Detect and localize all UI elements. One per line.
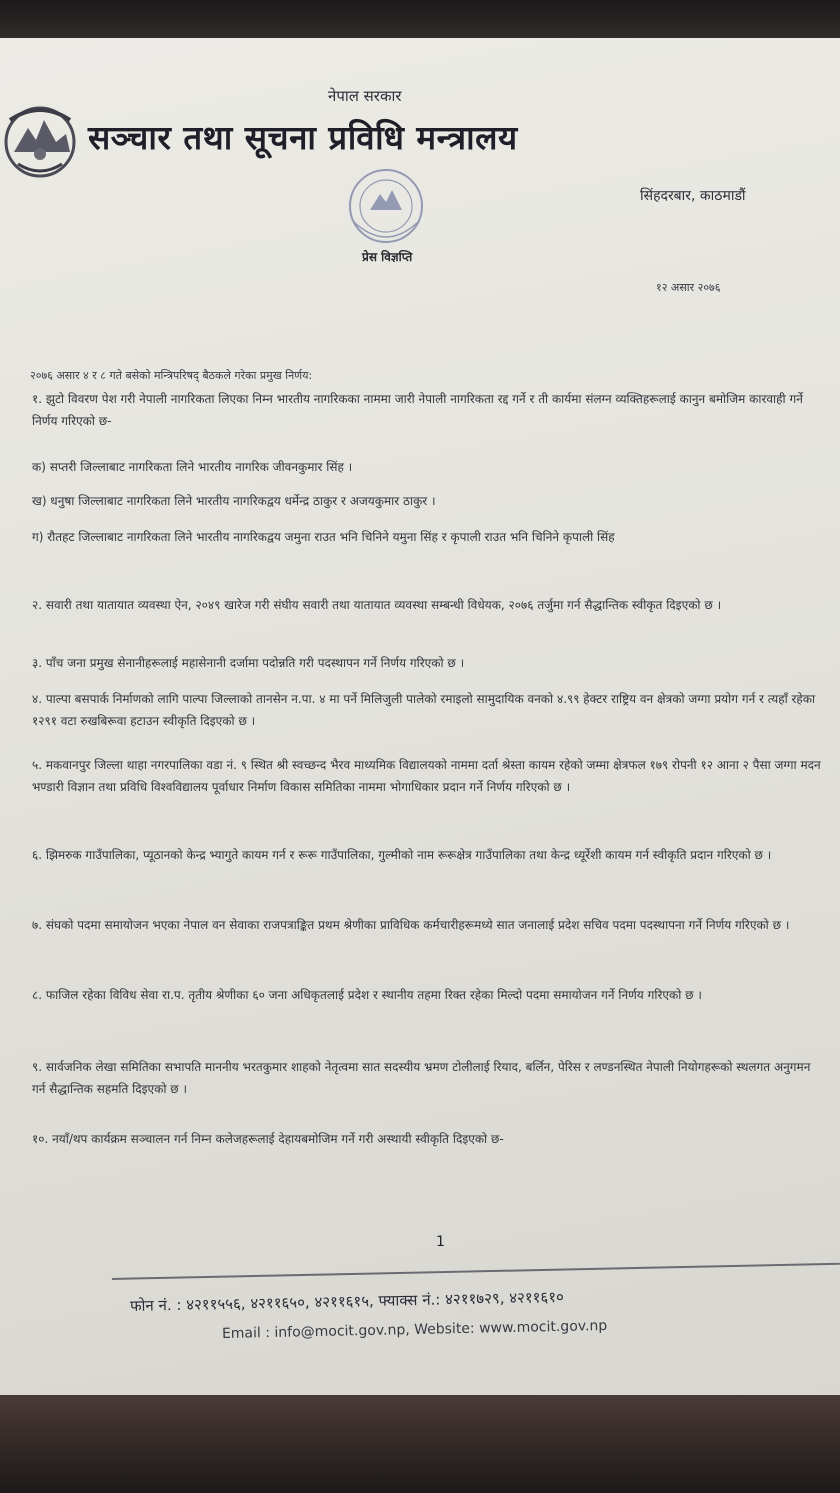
release-date: १२ असार २०७६ <box>656 281 721 294</box>
page-number: 1 <box>436 1234 445 1250</box>
office-address: सिंहदरबार, काठमाडौं <box>640 188 746 204</box>
decision-4: ४. पाल्पा बसपार्क निर्माणको लागि पाल्पा जिल्लाको तानसेन न.पा. ४ मा पर्ने मिलिजुली पालेको रमाइलो सामुदायिक वनको ४.९९ हेक्टर राष्ट्रिय वन क्षेत्रको जग्गा प्रयोग गर्न र त्यहाँ रहेका १२९१ वटा रुखबिरूवा हटाउन स्वीकृति दिइएको छ । <box>32 692 816 728</box>
decision-9: ९. सार्वजनिक लेखा समितिका सभापति माननीय भरतकुमार शाहको नेतृत्वमा सात सदस्यीय भ्रमण टोलीलाई रियाद, बर्लिन, पेरिस र लण्डनस्थित नेपाली नियोगहरूको स्थलगत अनुगमन गर्न सैद्धान्तिक सहमति दिइएको छ । <box>32 1060 811 1096</box>
press-release-page <box>0 38 840 1428</box>
decision-6: ६. झिमरुक गाउँपालिका, प्यूठानको केन्द्र भ्यागुते कायम गर्न र रूरू गाउँपालिका, गुल्मीको नाम रूरूक्षेत्र गाउँपालिका तथा केन्द्र ध्यूर्रेशी कायम गर्न स्वीकृति प्रदान गरिएको छ । <box>32 848 772 862</box>
decision-10: १०. नयाँ/थप कार्यक्रम सञ्चालन गर्न निम्न कलेजहरूलाई देहायबमोजिम गर्ने गरी अस्थायी स्वीकृति दिइएको छ- <box>32 1132 504 1146</box>
decision-1-a: क) सप्तरी जिल्लाबाट नागरिकता लिने भारतीय नागरिक जीवनकुमार सिंह । <box>32 460 353 474</box>
decision-7: ७. संघको पदमा समायोजन भएका नेपाल वन सेवाका राजपत्राङ्कित प्रथम श्रेणीका प्राविधिक कर्मचारीहरूमध्ये सात जनालाई प्रदेश सचिव पदमा पदस्थापना गर्ने निर्णय गरिएको छ । <box>32 918 790 932</box>
decision-5: ५. मकवानपुर जिल्ला थाहा नगरपालिका वडा नं. ९ स्थित श्री स्वच्छन्द भैरव माध्यमिक विद्यालयको नाममा दर्ता श्रेस्ता कायम रहेको जम्मा क्षेत्रफल १७९ रोपनी १२ आना २ पैसा जग्गा मदन भण्डारी विज्ञान तथा प्रविधि विश्वविद्यालय पूर्वाधार निर्माण विकास समितिका नाममा भोगाधिकार प्रदान गर्ने निर्णय गरिएको छ । <box>32 758 821 794</box>
footer-email: Email : info@mocit.gov.np, Website: www.mocit.gov.np <box>221 1317 608 1342</box>
government-name: नेपाल सरकार <box>328 87 402 105</box>
background-bottom <box>0 1395 840 1493</box>
document-type: प्रेस विज्ञप्ति <box>362 250 413 264</box>
nepal-emblem-icon <box>0 94 82 190</box>
intro-line: २०७६ असार ४ र ८ गते बसेको मन्त्रिपरिषद् बैठकले गरेका प्रमुख निर्णय: <box>30 369 313 382</box>
footer-divider <box>112 1263 840 1280</box>
decision-1-c: ग) रौतहट जिल्लाबाट नागरिकता लिने भारतीय नागरिकद्वय जमुना राउत भनि चिनिने यमुना सिंह र कृपाली राउत भनि चिनिने कृपाली सिंह <box>32 530 615 544</box>
decision-1: १. झुटो विवरण पेश गरी नेपाली नागरिकता लिएका निम्न भारतीय नागरिकका नाममा जारी नेपाली नागरिकता रद्द गर्ने र ती कार्यमा संलग्न व्यक्तिहरूलाई कानुन बमोजिम कारवाही गर्ने निर्णय गरिएको छ- <box>32 392 803 428</box>
footer-phone: फोन नं. : ४२११५५६, ४२११६५०, ४२११६१५, फ्याक्स नं.: ४२११७२९, ४२११६१० <box>129 1287 565 1315</box>
decision-3: ३. पाँच जना प्रमुख सेनानीहरूलाई महासेनानी दर्जामा पदोन्नति गरी पदस्थापन गर्ने निर्णय गरिएको छ । <box>32 656 465 670</box>
decision-1-b: ख) धनुषा जिल्लाबाट नागरिकता लिने भारतीय नागरिकद्वय धर्मेन्द्र ठाकुर र अजयकुमार ठाकुर । <box>32 494 436 508</box>
decision-2: २. सवारी तथा यातायात व्यवस्था ऐन, २०४९ खारेज गरी संघीय सवारी तथा यातायात व्यवस्था सम्बन्धी विधेयक, २०७६ तर्जुमा गर्न सैद्धान्तिक स्वीकृत दिइएको छ । <box>32 598 722 612</box>
ministry-name: सञ्चार तथा सूचना प्रविधि मन्त्रालय <box>88 118 518 157</box>
decision-8: ८. फाजिल रहेका विविध सेवा रा.प. तृतीय श्रेणीका ६० जना अधिकृतलाई प्रदेश र स्थानीय तहमा रिक्त रहेका मिल्दो पदमा समायोजन गर्ने निर्णय गरिएको छ । <box>32 988 702 1002</box>
